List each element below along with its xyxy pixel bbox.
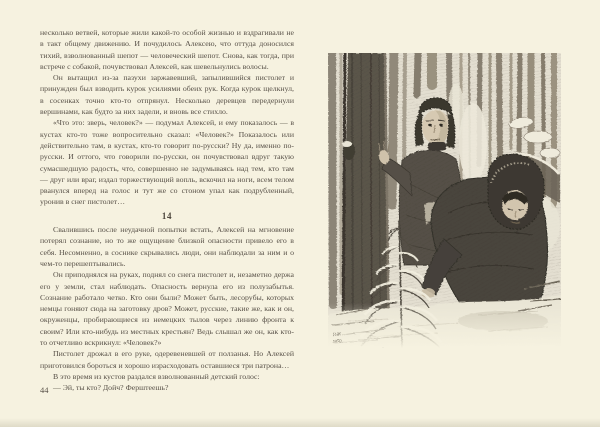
paragraph: Пистолет дрожал в его руке, одеревеневшей от ползанья. Но Алексей приготовился бороться и хорошо израсходовать оставшиеся три патрона… [40,349,294,370]
paragraph: В это время из кустов раздался взволнованный детский голос: [53,371,260,381]
page-number: 44 [40,385,49,395]
eye [428,124,432,126]
paragraph: Он приподнялся на руках, поднял со снега пистолет и, незаметно держа его у земли, стал наблюдать. Опасность вернула его из полузабытья. Сознание работало четко. Кто они были? Может быть, лесорубы, которых немцы гоняют сюда на заготовку дров? Может, русские, такие же, как и он, окруженцы, пробирающиеся из немецких тылов через линию фронта к своим? Или кто-нибудь из местных крестьян? Ведь слышал же он, как кто-то отчетливо вскрикнул: «Человек?» [40,270,294,348]
eye [439,124,443,126]
signature-year: 1950. [332,338,343,345]
paragraph: «Что это: зверь, человек?» — подумал Алексей, и ему показалось — в кустах кто-то тоже вопросительно сказал: «Человек?» Показалось или действительно там, в кустах, кто-то говорит по-русски? Ну да, именно по-русски. И оттого, что говорили по-русски, он почувствовал вдруг такую сумасшедшую радость, что, совершенно не задумываясь над тем, кто там — друг или враг, издал торжествующий вопль, вскочил на ноги, всем телом рванулся вперед на голос и тут же со стоном упал как подрубленный, уронив в снег пистолет… [40,118,294,207]
paragraph: несколько ветвей, которые жили какой-то особой жизнью и вздрагивали не в такт общему движению. И почудилось Алексею, что оттуда доносился тихий, взволнованный шепот — человеческий шепот. Снова, как тогда, при встрече с собакой, почувствовал Алексей, как шевельнулись волосы. [40,28,294,71]
signature-initials: НЖ [332,332,342,339]
text-column [40,27,294,394]
paragraph: Он вытащил из-за пазухи заржавевший, запылившийся пистолет и принужден был взводить курок усилиями обеих рук. Когда курок щелкнул, в сосенках точно кто-то отпрянул. Несколько деревцев передернули вершинами, как будто за них задели, и вновь все стихло. [40,73,294,117]
dialogue-line: — Эй, ты кто? Дойч? Ферштеешь? [53,383,169,393]
page-bottom-shadow [0,418,600,427]
paragraph: Свалившись после неудачной попытки встать, Алексей на мгновение потерял сознание, но то же ощущение близкой опасности привело его в себя. Несомненно, в соснике скрывались люди, они наблюдали за ним и о чем-то перешептывались. [40,225,294,268]
illustration [328,53,561,348]
chapter-heading: 14 [161,210,173,221]
right-page [300,0,600,427]
illustration-fade [328,303,561,348]
